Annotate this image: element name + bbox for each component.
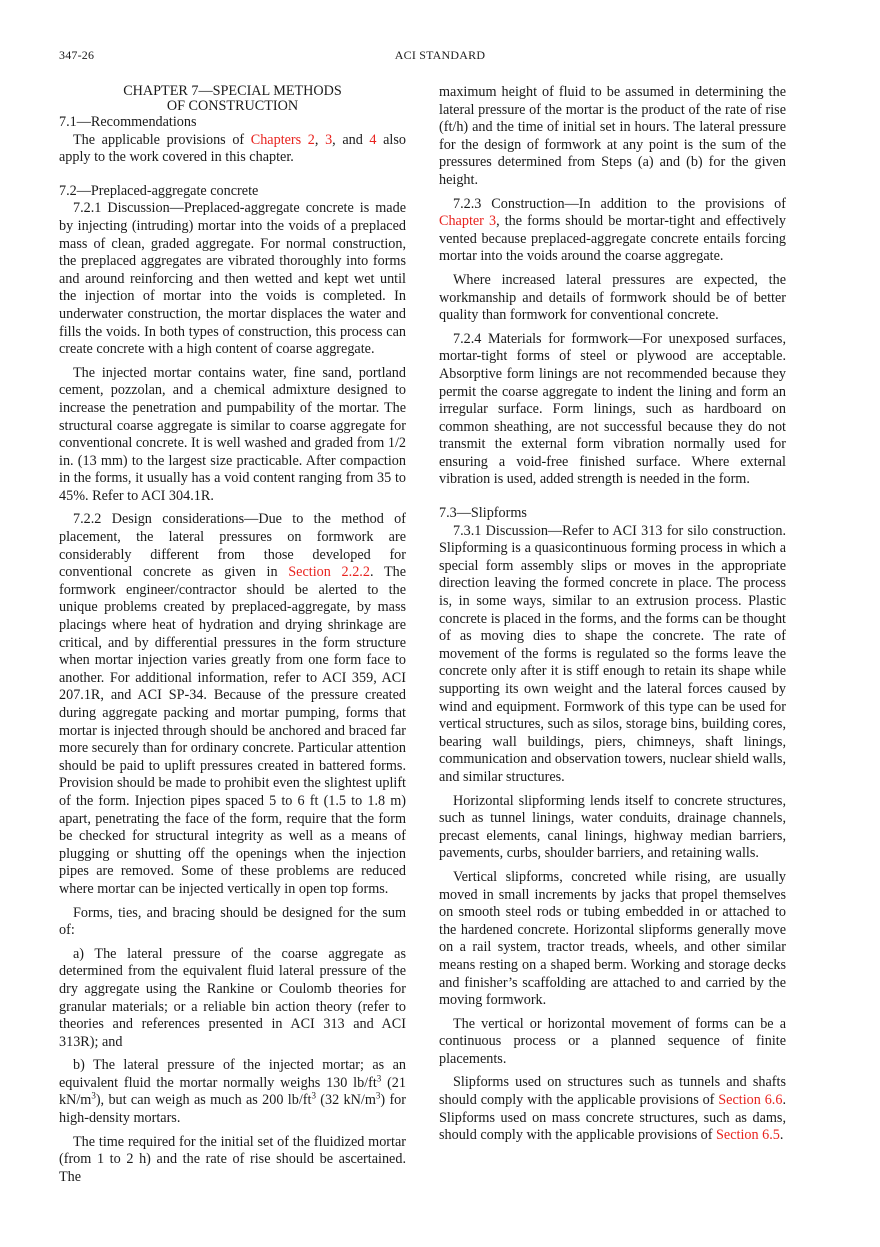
chapter-title-line1: CHAPTER 7—SPECIAL METHODS: [123, 83, 342, 99]
link-section-2-2-2[interactable]: Section 2.2.2: [288, 564, 370, 581]
paragraph-vertical-slipforms: Vertical slipforms, concreted while rising, are usually moved in small increments by jacks that propel themselves on smooth steel rods or tubing embedded in or attached to the hardened concrete. Horizontal slipforms generally move on a rail system, tractor treads, wheels, and other similar means resting on a shaped berm. Working and storage decks and finisher’s scaffolding are attached to and carried by the moving formwork.: [439, 868, 786, 1009]
paragraph-item-b: b) The lateral pressure of the injected mortar; as an equivalent fluid the mortar normally weighs 130 $lb/ft^3$ (21 $kN/m^3$), but can weigh as much as 200 $lb/ft^3$ (32 $kN/m^3$) for high-density mortars.: [59, 1057, 407, 1127]
paragraph-increased-lateral: Where increased lateral pressures are expected, the workmanship and details of formwork should be of better quality than formwork for conventional concrete.: [439, 271, 786, 324]
link-chapter-2[interactable]: Chapters 2: [250, 131, 315, 148]
left-column: [59, 84, 406, 1192]
paragraph-7-1: The applicable provisions of Chapters 2, 3, and 4 also apply to the work covered in this chapter.: [59, 131, 406, 166]
paragraph-tunnels-shafts: Slipforms used on structures such as tunnels and shafts should comply with the applicable provisions of Section 6.6. Slipforms used on mass concrete structures, such as dams, should comply with the applicable provisions of Section 6.5.: [439, 1074, 786, 1144]
paragraph-item-a: a) The lateral pressure of the coarse aggregate as determined from the equivalent fluid lateral pressure of the dry aggregate using the Rankine or Coulomb theories for granular materials; or a reliable bin action theory (refer to theories and references presented in ACI 313 and ACI 313R); and: [59, 945, 406, 1050]
paragraph-forms-ties: Forms, ties, and bracing should be designed for the sum of:: [59, 904, 406, 939]
paragraph-injected-mortar: The injected mortar contains water, fine sand, portland cement, pozzolan, and a chemical admixture designed to increase the penetration and pumpability of the mortar. The structural coarse aggregate is similar to coarse aggregate for conventional concrete. It is well washed and graded from 1/2 in. (13 mm) to the largest size practicable. After compaction in the forms, it usually has a void content ranging from 35 to 45%. Refer to ACI 304.1R.: [59, 364, 406, 504]
section-7-1-heading: 7.1—Recommendations: [59, 114, 197, 130]
running-header: ACI STANDARD: [394, 48, 486, 62]
paragraph-7-2-2: 7.2.2 Design considerations—Due to the method of placement, the lateral pressures on formwork are considerably different from those developed for conventional concrete as given in Section 2.2.2. The formwork engineer/contractor should be alerted to the unique problems created by preplaced-aggregate, by mass placings where heat of hydration and drying shrinkage are critical, and by differential pressures in the form structure when mortar injection varies greatly from one form face to another. For additional information, refer to ACI 359, ACI 207.1R, and ACI SP-34. Because of the pressure created during aggregate packing and mortar pumping, forms that mortar is injected through should be anchored and braced far more securely than for ordinary concrete. Particular attention should be paid to uplift pressures created in battered forms. Provision should be made to prohibit even the slightest uplift of the form. Injection pipes spaced 5 to 6 ft (1.5 to 1.8 m) apart, penetrating the face of the form, require that the form be checked for structural integrity as well as a means of plugging or shutting off the openings when the injection pipes are removed. Some of these problems are reduced where mortar can be injected vertically in open top forms.: [59, 511, 406, 897]
paragraph-horizontal-slipforming: Horizontal slipforming lends itself to concrete structures, such as tunnel linings, water conduits, drainage channels, precast elements, canal linings, highway median barriers, pavements, curbs, shoulder barriers, and retaining walls.: [439, 792, 786, 862]
right-column: [439, 84, 786, 1151]
chapter-title-line2: OF CONSTRUCTION: [166, 98, 299, 114]
section-7-2-heading: 7.2—Preplaced-aggregate concrete: [59, 182, 259, 199]
paragraph-form-movement: The vertical or horizontal movement of forms can be a continuous process or a planned sequence of finite placements.: [439, 1015, 786, 1067]
paragraph-7-3-1: 7.3.1 Discussion—Refer to ACI 313 for silo construction. Slipforming is a quasicontinuous forming process in which a special form assembly slips or moves in the appropriate direction leaving the formed concrete in place. The process is, in some ways, similar to an extrusion process. Plastic concrete is placed in the forms, and the forms can be thought of as moving dies to shape the concrete. The rate of movement of the forms is regulated so the forms leave the concrete only after it is stiff enough to retain its shape while supporting its own weight and the lateral forces caused by wind and equipment. Formwork of this type can be used for vertical structures, such as silos, storage bins, building cores, bearing wall buildings, piers, chimneys, shaft linings, communication and observation towers, nuclear shield walls, and similar structures.: [439, 522, 786, 785]
page-number: 347-26: [59, 48, 95, 62]
paragraph-initial-set: The time required for the initial set of the fluidized mortar (from 1 to 2 h) and the rate of rise should be ascertained. The: [59, 1133, 406, 1185]
paragraph-7-2-3: 7.2.3 Construction—In addition to the provisions of Chapter 3, the forms should be mortar-tight and effectively vented because preplaced-aggregate concrete entails forcing mortar into the voids around the coarse aggregate.: [439, 195, 786, 265]
link-chapter-3[interactable]: 3: [325, 131, 333, 148]
paragraph-7-2-1: 7.2.1 Discussion—Preplaced-aggregate concrete is made by injecting (intruding) mortar into the voids of a preplaced mass of clean, graded aggregate. For normal construction, the preplaced aggregates are vibrated thoroughly into forms and around reinforcing and then wetted and kept wet until the injection of mortar into the voids is completed. In underwater construction, the mortar displaces the water and fills the voids. In both types of construction, this process can create concrete with a high content of coarse aggregate.: [59, 200, 406, 358]
paragraph-7-2-4: 7.2.4 Materials for formwork—For unexposed surfaces, mortar-tight forms of steel or plywood are acceptable. Absorptive form linings are not recommended because they permit the coarse aggregate to indent the lining and form an irregular surface. Form linings, such as hardboard on common sheathing, are not successful because they do not transmit the external form vibration normally used for ensuring a void-free finished surface. Where external vibration is used, added strength is needed in the form.: [439, 330, 786, 488]
section-7-3-heading: 7.3—Slipforms: [439, 505, 527, 522]
link-section-6-5[interactable]: Section 6.5: [716, 1127, 780, 1144]
link-section-6-6[interactable]: Section 6.6: [718, 1092, 783, 1109]
link-chapter-4[interactable]: 4: [369, 131, 377, 148]
link-chapter-3-construction[interactable]: Chapter 3: [439, 213, 497, 230]
paragraph-initial-set-continued: maximum height of fluid to be assumed in determining the lateral pressure of the mortar is the product of the rate of rise (ft/h) and the time of initial set in hours. The lateral pressure for the design of formwork at any point is the sum of the pressures determined from Steps (a) and (b) for the given height.: [439, 84, 786, 188]
